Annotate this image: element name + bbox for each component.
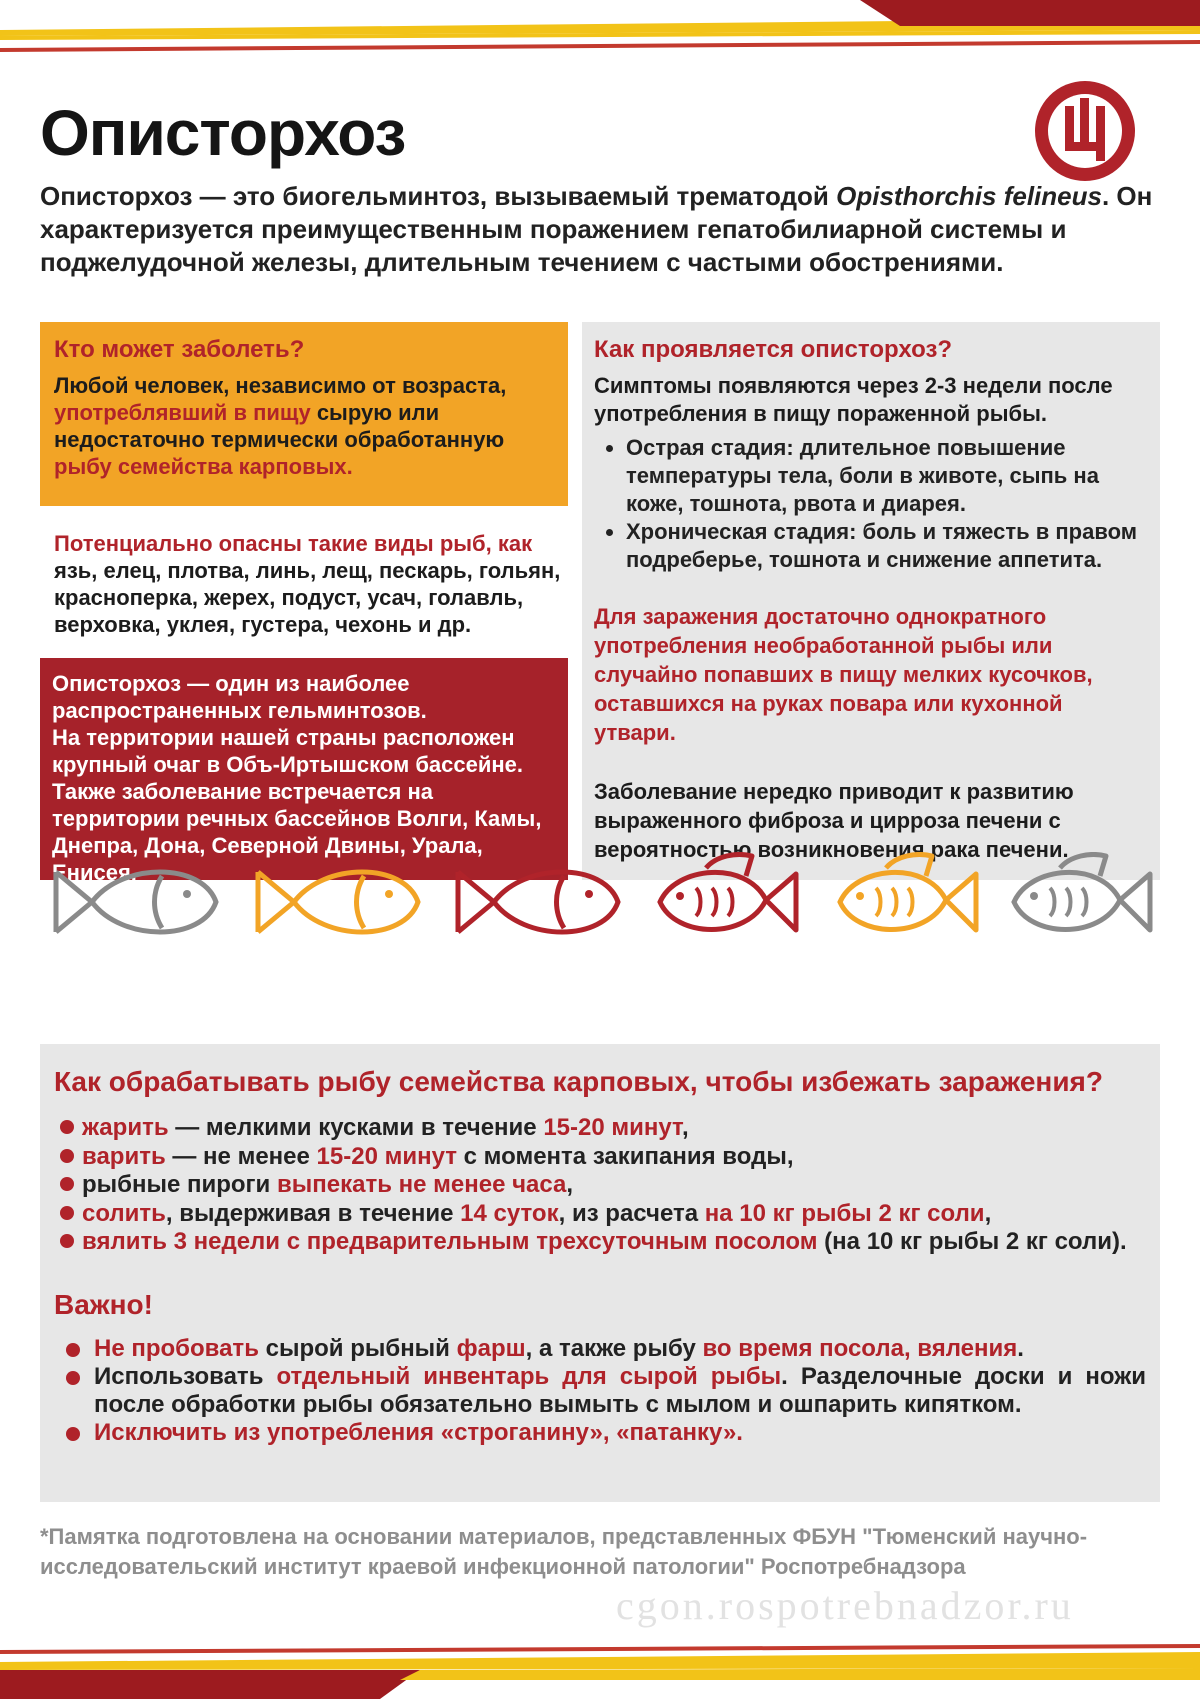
bullet-icon bbox=[60, 1177, 74, 1191]
bullet-icon bbox=[66, 1371, 80, 1385]
fish-icon-red-1 bbox=[454, 852, 622, 952]
rule-salt: солить, выдерживая в течение 14 суток, из расчета на 10 кг рыбы 2 кг соли, bbox=[54, 1200, 1146, 1229]
who-can-get-sick-box bbox=[40, 322, 568, 506]
top-stripes bbox=[0, 0, 1200, 60]
bullet-icon bbox=[66, 1343, 80, 1357]
prevalence-p2: На территории нашей страны расположен крупный очаг в Объ-Иртышском бассейне. bbox=[52, 725, 524, 777]
bullet-icon bbox=[60, 1149, 74, 1163]
fish-icon-orange-2 bbox=[836, 852, 982, 952]
rule-bake: рыбные пироги выпекать не менее часа, bbox=[54, 1171, 1146, 1200]
bullet-icon bbox=[66, 1427, 80, 1441]
important-item-1: Не пробовать сырой рыбный фарш, а также рыбу во время посола, вяления. bbox=[66, 1335, 1146, 1363]
bullet-icon bbox=[60, 1206, 74, 1220]
bullet-icon bbox=[60, 1234, 74, 1248]
species-lead: Потенциально опасны такие виды рыб, как bbox=[54, 531, 533, 556]
who-text: Любой человек, независимо от возраста, употреблявший в пищу сырую или недостаточно термически обработанную рыбу семейства карповых. bbox=[54, 373, 507, 479]
rule-fry: жарить — мелкими кусками в течение 15-20 минут, bbox=[54, 1114, 1146, 1143]
fish-icon-orange-1 bbox=[254, 852, 422, 952]
important-item-3: Исключить из употребления «строганину», «патанку». bbox=[66, 1419, 1146, 1447]
rospotrebnadzor-logo bbox=[1030, 76, 1140, 186]
symptoms-box bbox=[582, 322, 1160, 880]
processing-heading: Как обрабатывать рыбу семейства карповых, чтобы избежать заражения? bbox=[54, 1066, 1104, 1097]
footnote: *Памятка подготовлена на основании материалов, представленных ФБУН "Тюменский научно-исследовательский институт краевой инфекционной патологии" Роспотребнадзора bbox=[40, 1524, 1088, 1579]
important-heading: Важно! bbox=[54, 1288, 153, 1320]
bullet-icon bbox=[60, 1120, 74, 1134]
who-heading: Кто может заболеть? bbox=[54, 336, 305, 363]
rule-dry: вялить 3 недели с предварительным трехсуточным посолом (на 10 кг рыбы 2 кг соли). bbox=[54, 1228, 1146, 1257]
symptom-acute: • Острая стадия: длительное повышение температуры тела, боли в животе, сыпь на коже, тошнота, рвота и диарея. bbox=[626, 434, 1150, 518]
page-title: Описторхоз bbox=[40, 97, 406, 169]
important-item-2: Использовать отдельный инвентарь для сырой рыбы. Разделочные доски и ножи после обработки рыбы обязательно вымыть с мылом и ошпарить кипятком. bbox=[66, 1363, 1146, 1419]
fish-icon-red-2 bbox=[656, 852, 802, 952]
processing-box bbox=[40, 1044, 1160, 1502]
prevalence-p1: Описторхоз — один из наиболее распространенных гельминтозов. bbox=[52, 671, 427, 723]
dangerous-species bbox=[54, 530, 564, 638]
infection-note: Для заражения достаточно однократного употребления необработанной рыбы или случайно попавших в пищу мелких кусочков, оставшихся на руках повара или кухонной утвари. bbox=[594, 604, 1093, 745]
rule-boil: варить — не менее 15-20 минут с момента закипания воды, bbox=[54, 1143, 1146, 1172]
bottom-stripes bbox=[0, 1640, 1200, 1699]
intro-paragraph: Описторхоз — это биогельминтоз, вызываемый трематодой Opisthorchis felineus. Он характеризуется преимущественным поражением гепатобилиарной системы и поджелудочной железы, длительным течением с частыми обострениями. bbox=[40, 181, 1153, 277]
symptoms-list bbox=[594, 434, 1150, 574]
symptom-chronic: • Хроническая стадия: боль и тяжесть в правом подреберье, тошнота и снижение аппетита. bbox=[626, 518, 1150, 574]
species-list: язь, елец, плотва, линь, лещ, пескарь, гольян, красноперка, жерех, подуст, усач, голавль, верховка, уклея, густера, чехонь и др. bbox=[54, 558, 561, 637]
watermark: cgon.rospotrebnadzor.ru bbox=[616, 1583, 1074, 1628]
prevalence-box bbox=[40, 658, 568, 885]
symptoms-intro: Симптомы появляются через 2-3 недели после употребления в пищу пораженной рыбы. bbox=[594, 373, 1113, 426]
outcome-note: Заболевание нередко приводит к развитию выраженного фиброза и цирроза печени с вероятностью возникновения рака печени. bbox=[594, 779, 1074, 862]
fish-icon-grey-1 bbox=[52, 852, 220, 952]
prevalence-p3: Также заболевание встречается на территории речных бассейнов Волги, Камы, Днепра, Дона, Северной Двины, Урала, Енисея. bbox=[52, 779, 542, 885]
symptoms-heading: Как проявляется описторхоз? bbox=[594, 336, 953, 363]
fish-icon-grey-2 bbox=[1010, 852, 1156, 952]
